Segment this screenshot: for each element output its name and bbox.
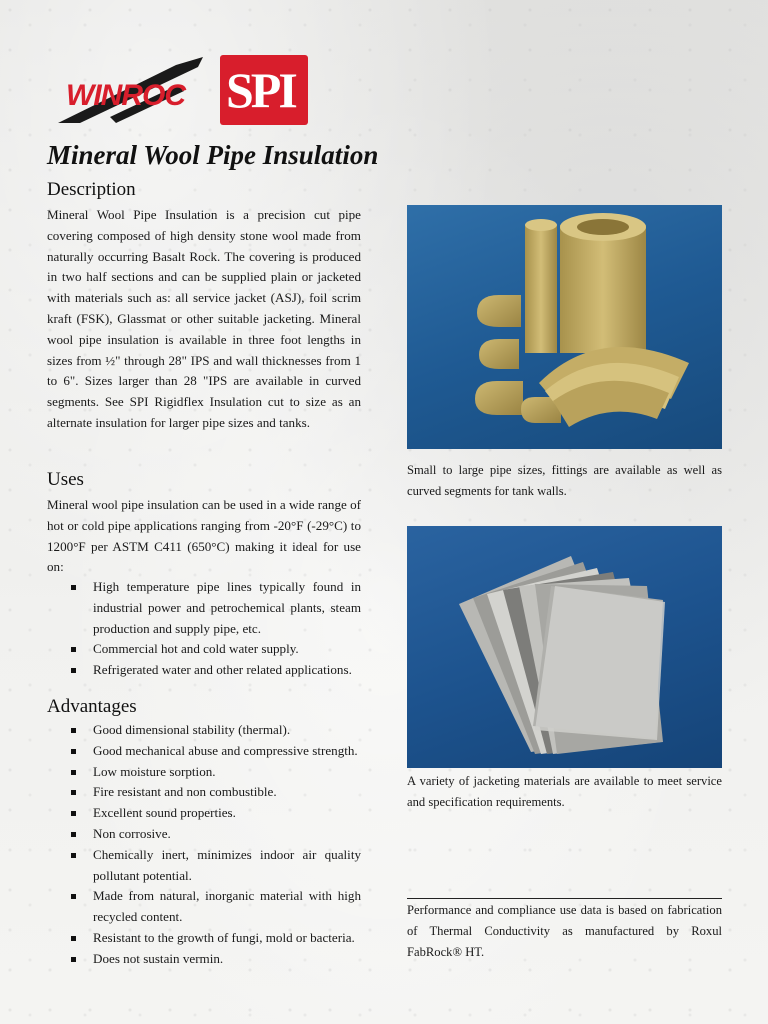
- page-title: Mineral Wool Pipe Insulation: [47, 140, 379, 170]
- list-item-text: Refrigerated water and other related applications.: [93, 662, 352, 678]
- advantages-list: [47, 720, 361, 970]
- list-item: [47, 824, 361, 845]
- list-item-text: Resistant to the growth of fungi, mold or bacteria.: [93, 929, 355, 945]
- bullet-icon: [71, 647, 76, 652]
- bullet-icon: [71, 668, 76, 673]
- bullet-icon: [71, 790, 76, 795]
- photo2-caption: A variety of jacketing materials are available to meet service and specification requirements.: [407, 774, 722, 809]
- list-item: [47, 886, 361, 928]
- photo1-caption: Small to large pipe sizes, fittings are available as well as curved segments for tank walls.: [407, 463, 722, 498]
- bullet-icon: [71, 832, 76, 837]
- list-item: [47, 762, 361, 783]
- description-heading: Description: [47, 179, 136, 200]
- bullet-icon: [71, 957, 76, 962]
- list-item-text: Commercial hot and cold water supply.: [93, 641, 299, 657]
- list-item: [47, 577, 361, 639]
- list-item: [47, 782, 361, 803]
- bullet-icon: [71, 853, 76, 858]
- pipe-insulation-photo: [407, 205, 722, 449]
- uses-heading: Uses: [47, 469, 84, 490]
- footnote-divider: [407, 898, 722, 899]
- pipe-insulation-illustration: [407, 205, 722, 449]
- list-item-text: Good mechanical abuse and compressive strength.: [93, 742, 358, 758]
- bullet-icon: [71, 585, 76, 590]
- list-item-text: Low moisture sorption.: [93, 763, 216, 779]
- spi-logo-graphic: [220, 55, 308, 125]
- list-item-text: Non corrosive.: [93, 825, 171, 841]
- list-item-text: High temperature pipe lines typically found in industrial power and petrochemical plants, steam production and supply pipe, etc.: [93, 579, 361, 636]
- list-item: [47, 660, 361, 681]
- uses-list: [47, 577, 361, 681]
- uses-text: Mineral wool pipe insulation can be used in a wide range of hot or cold pipe applications ranging from -20°F (-29°C) to 1200°F per ASTM C411 (650°C) making it ideal for use on:: [47, 497, 361, 575]
- bullet-icon: [71, 728, 76, 733]
- list-item-text: Made from natural, inorganic material with high recycled content.: [93, 888, 361, 925]
- list-item: [47, 720, 361, 741]
- list-item: [47, 803, 361, 824]
- advantages-heading: Advantages: [47, 696, 137, 717]
- description-text: Mineral Wool Pipe Insulation is a precision cut pipe covering composed of high density stone wool made from naturally occurring Basalt Rock. The covering is produced in two half sections and can be supplied plain or jacketed with materials such as: all service jacket (ASJ), foil scrim kraft (FSK), Glassmat or other suitable jacketing. Mineral wool pipe insulation is available in three foot lengths in sizes from ½" through 28" IPS and wall thicknesses from 1 to 6". Sizes larger than 28 "IPS are available in curved segments. See SPI Rigidflex Insulation cut to size as an alternate insulation for larger pipe sizes and tanks.: [47, 207, 361, 430]
- svg-text:SPI: SPI: [226, 62, 295, 118]
- list-item: [47, 741, 361, 762]
- list-item-text: Excellent sound properties.: [93, 805, 236, 821]
- list-item-text: Does not sustain vermin.: [93, 950, 224, 966]
- list-item-text: Good dimensional stability (thermal).: [93, 722, 291, 737]
- footnote-text: Performance and compliance use data is based on fabrication of Thermal Conductivity as manufactured by Roxul FabRock® HT.: [407, 903, 722, 959]
- list-item-text: Fire resistant and non combustible.: [93, 784, 277, 800]
- winroc-logo-graphic: [58, 57, 203, 125]
- bullet-icon: [71, 770, 76, 775]
- bullet-icon: [71, 811, 76, 816]
- winroc-logo: [58, 57, 203, 125]
- bullet-icon: [71, 894, 76, 899]
- list-item: [47, 845, 361, 887]
- spi-logo: [220, 55, 308, 125]
- list-item-text: Chemically inert, minimizes indoor air quality pollutant potential.: [93, 846, 361, 883]
- list-item: [47, 639, 361, 660]
- svg-text:WINROC: WINROC: [66, 79, 185, 112]
- list-item: [47, 949, 361, 970]
- bullet-icon: [71, 749, 76, 754]
- bullet-icon: [71, 936, 76, 941]
- jacketing-materials-illustration: [407, 526, 722, 768]
- list-item: [47, 928, 361, 949]
- jacketing-materials-photo: [407, 526, 722, 768]
